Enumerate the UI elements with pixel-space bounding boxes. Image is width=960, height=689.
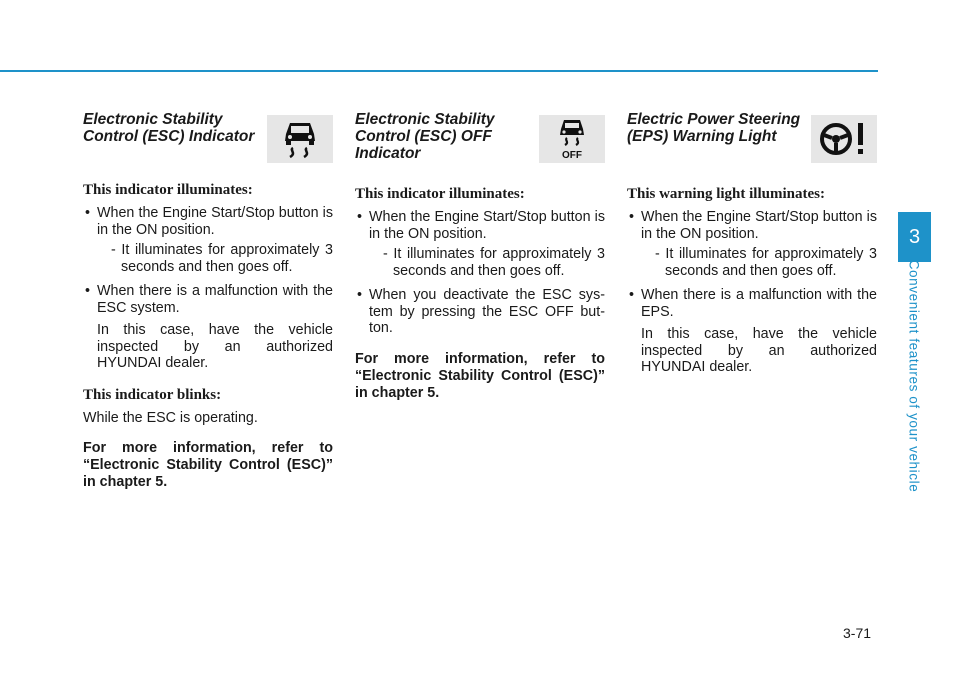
subheading: This indicator blinks: [83,386,222,403]
list-item: • When the Engine Start/Stop button is in the ON position. - It illuminates for approximately 3 seconds and then goes off. [629,209,877,279]
sub-note: In this case, have the vehicle inspected by an authorized HYUNDAI dealer. [97,322,333,371]
sub-note: - It illuminates for approximately 3 seconds and then goes off. [383,246,605,279]
sub-note: - It illuminates for approximately 3 seconds and then goes off. [655,246,877,279]
section-header [355,111,605,167]
header-rule [0,70,878,72]
reference-note: For more information, refer to “Electronic Stability Control (ESC)” in chapter 5. [83,440,333,490]
bullet-list [83,205,333,372]
section-esc-indicator [83,108,333,491]
sub-note: In this case, have the vehicle inspected by an authorized HYUNDAI dealer. [641,326,877,375]
eps-steering-warning-icon [811,115,877,163]
section-title: Electronic Stability Control (ESC) OFF Indicator [355,111,495,162]
sub-note: - It illuminates for approximately 3 seconds and then goes off. [111,242,333,275]
bullet-list [355,209,605,337]
page-number: 3-71 [843,625,872,641]
subheading: This indicator illuminates: [83,182,253,198]
bullet-list [627,209,877,376]
esc-off-icon-label: OFF [562,150,582,161]
reference-note: For more information, refer to “Electronic Stability Control (ESC)” in chapter 5. [355,350,605,401]
subheading: This indicator illuminates: [355,186,525,202]
list-item: • When you deactivate the ESC sys- tem by pressing the ESC OFF but- ton. [357,287,605,336]
section-title: Electronic Stability Control (ESC) Indicator [83,111,255,145]
section-title: Electric Power Steering (EPS) Warning Light [627,111,801,145]
esc-skid-car-icon [267,115,333,163]
chapter-title: Convenient features of your vehicle [906,259,922,493]
section-esc-off-indicator [355,108,605,402]
chapter-tab: 3 [898,212,931,262]
list-item: • When the Engine Start/Stop button is in the ON position. - It illuminates for approximately 3 seconds and then goes off. [357,209,605,279]
list-item: • When the Engine Start/Stop button is in the ON position. - It illuminates for approximately 3 seconds and then goes off. [85,205,333,275]
esc-off-icon [539,115,605,163]
body-text: While the ESC is operating. [83,409,258,426]
section-header [83,111,333,167]
list-item: • When there is a malfunction with the EPS. In this case, have the vehicle inspected by an authorized HYUNDAI dealer. [629,287,877,375]
subheading: This warning light illuminates: [627,186,825,202]
section-header [627,111,877,167]
list-item: • When there is a malfunction with the ESC system. In this case, have the vehicle inspected by an authorized HYUNDAI dealer. [85,283,333,371]
section-eps-warning-light [627,108,877,384]
